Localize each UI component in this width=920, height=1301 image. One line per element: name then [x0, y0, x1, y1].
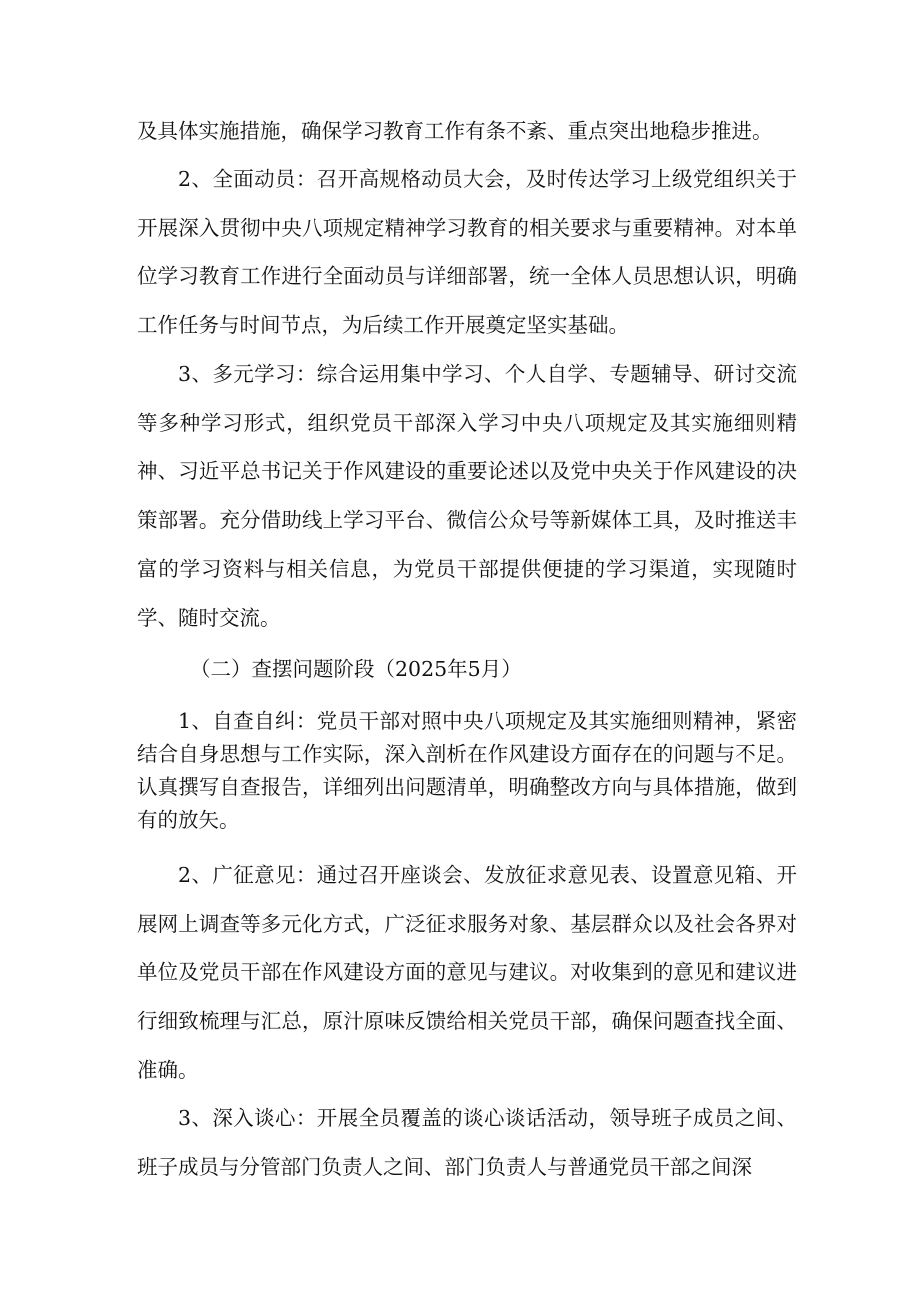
paragraph-solicit-opinions: 2、广征意见：通过召开座谈会、发放征求意见表、设置意见箱、开展网上调查等多元化方式，广泛征求服务对象、基层群众以及社会各界对单位及党员干部在作风建设方面的意见与建议。对收集到的意见和建议进行细致梳理与汇总，原汁原味反馈给相关党员干部，确保问题查找全面、准确。 [137, 863, 797, 1082]
paragraph-diverse-learning: 3、多元学习：综合运用集中学习、个人自学、专题辅导、研讨交流等多种学习形式，组织党员干部深入学习中央八项规定及其实施细则精神、习近平总书记关于作风建设的重要论述以及党中央关于作风建设的决策部署。充分借助线上学习平台、微信公众号等新媒体工具，及时推送丰富的学习资料与相关信息，为党员干部提供便捷的学习渠道，实现随时学、随时交流。 [137, 362, 797, 630]
section-heading-problem-review: （二）查摆问题阶段（2025年5月） [190, 657, 522, 681]
paragraph-continuation: 及具体实施措施，确保学习教育工作有条不紊、重点突出地稳步推进。 [137, 119, 773, 143]
paragraph-full-mobilization: 2、全面动员：召开高规格动员大会，及时传达学习上级党组织关于开展深入贯彻中央八项规定精神学习教育的相关要求与重要精神。对本单位学习教育工作进行全面动员与详细部署，统一全体人员思想认识，明确工作任务与时间节点，为后续工作开展奠定坚实基础。 [137, 167, 797, 338]
paragraph-self-inspection: 1、自查自纠：党员干部对照中央八项规定及其实施细则精神，紧密结合自身思想与工作实际，深入剖析在作风建设方面存在的问题与不足。认真撰写自查报告，详细列出问题清单，明确整改方向与具体措施，做到有的放矢。 [137, 709, 797, 832]
paragraph-heart-to-heart-talks: 3、深入谈心：开展全员覆盖的谈心谈话活动，领导班子成员之间、班子成员与分管部门负责人之间、部门负责人与普通党员干部之间深 [137, 1106, 797, 1179]
